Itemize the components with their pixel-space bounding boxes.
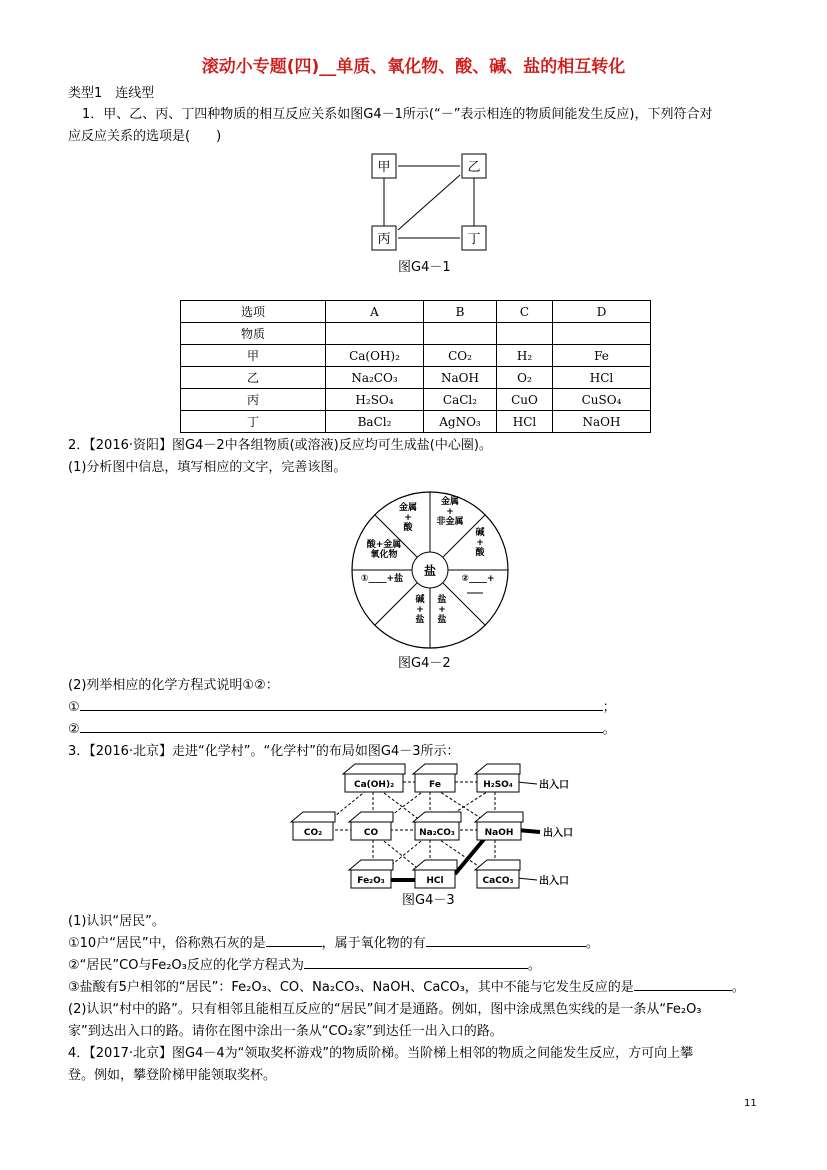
figure-g4-1 [360, 148, 500, 254]
svg-text:+: + [438, 605, 446, 615]
q4-line2: 登。例如，攀登阶梯甲能领取奖杯。 [68, 1068, 277, 1083]
q2-line2: (1)分析图中信息，填写相应的文字，完善该图。 [68, 460, 347, 475]
q3-p6: 家”到达出入口的路。请你在图中涂出一条从“CO₂家”到达任一出入口的路。 [68, 1024, 503, 1039]
svg-text:非金属: 非金属 [436, 517, 464, 527]
node-bing: 丙 [377, 232, 391, 247]
node-yi: 乙 [467, 160, 481, 175]
table-subheader: 物质 [181, 323, 326, 345]
table-row: 丁 BaCl₂ AgNO₃ HCl NaOH [181, 411, 651, 433]
svg-text:金属: 金属 [398, 503, 418, 513]
table-header-b: B [424, 301, 497, 323]
figure-g4-2 [350, 490, 510, 650]
svg-text:+: + [446, 507, 454, 517]
node-ding: 丁 [467, 232, 481, 247]
house-caco3: CaCO₃ [482, 876, 514, 886]
svg-text:②____+: ②____+ [461, 574, 495, 584]
svg-text:氧化物: 氧化物 [370, 550, 398, 560]
q1-line2: 应反应关系的选项是( ) [68, 129, 222, 144]
caption-g4-2: 图G4－2 [398, 656, 451, 671]
svg-text:+: + [416, 605, 424, 615]
q3-p3: ②“居民”CO与Fe₂O₃反应的化学方程式为 。 [68, 958, 541, 973]
figure-g4-3 [285, 762, 585, 892]
svg-text:盐: 盐 [415, 615, 425, 625]
house-hcl: HCl [426, 876, 444, 886]
q2-answer-1: ① ； [68, 700, 616, 715]
svg-text:盐: 盐 [437, 615, 447, 625]
house-co: CO [363, 828, 379, 838]
section-type1: 类型1 连线型 [68, 86, 155, 101]
svg-text:碱: 碱 [475, 528, 485, 538]
q4-line1: 4．【2017·北京】图G4－4为“领取奖杯游戏”的物质阶梯。当阶梯上相邻的物质之间能发生反应，方可向上攀 [68, 1046, 694, 1061]
house-naoh: NaOH [484, 828, 514, 838]
options-table [180, 300, 651, 433]
q2-line3: (2)列举相应的化学方程式说明①②： [68, 678, 279, 693]
svg-text:盐: 盐 [437, 595, 447, 605]
exit-label-2: 出入口 [543, 828, 573, 839]
q3-p5: (2)认识“村中的路”。只有相邻且能相互反应的“居民”间才是通路。例如，图中涂成黑色实线的是一条从“Fe₂O₃ [68, 1002, 702, 1017]
q2-line1: 2．【2016·资阳】图G4－2中各组物质(或溶液)反应均可生成盐(中心圈)。 [68, 438, 492, 453]
q3-p2: ①10户“居民”中，俗称熟石灰的是 ，属于氧化物的有 。 [68, 936, 599, 951]
table-header-d: D [553, 301, 651, 323]
q1-line1: 1．甲、乙、丙、丁四种物质的相互反应关系如图G4－1所示(“－”表示相连的物质间能发生反应)，下列符合对 [82, 107, 713, 122]
svg-text:+: + [404, 513, 412, 523]
table-row: 乙 Na₂CO₃ NaOH O₂ HCl [181, 367, 651, 389]
svg-text:+: + [476, 538, 484, 548]
table-row: 丙 H₂SO₄ CaCl₂ CuO CuSO₄ [181, 389, 651, 411]
svg-text:酸: 酸 [475, 548, 485, 558]
table-header-option: 选项 [181, 301, 326, 323]
q2-answer-2: ② 。 [68, 722, 616, 737]
caption-g4-1: 图G4－1 [398, 260, 451, 275]
caption-g4-3: 图G4－3 [402, 893, 455, 908]
svg-text:碱: 碱 [415, 595, 425, 605]
q3-p1: (1)认识“居民”。 [68, 914, 165, 929]
house-h2so4: H₂SO₄ [483, 780, 513, 790]
q3-p4: ③盐酸有5户相邻的“居民”：Fe₂O₃、CO、Na₂CO₃、NaOH、CaCO₃，其中不能与它发生反应的是 。 [68, 980, 745, 995]
table-row: 甲 Ca(OH)₂ CO₂ H₂ Fe [181, 345, 651, 367]
page-title: 滚动小专题(四)__单质、氧化物、酸、碱、盐的相互转化 [201, 57, 626, 77]
house-na2co3: Na₂CO₃ [419, 828, 455, 838]
house-fe2o3: Fe₂O₃ [357, 876, 385, 886]
table-header-c: C [497, 301, 553, 323]
svg-text:①____+盐: ①____+盐 [360, 574, 404, 584]
node-jia: 甲 [377, 160, 391, 175]
page-number: 11 [744, 1098, 757, 1109]
svg-text:酸+金属: 酸+金属 [366, 540, 402, 550]
center-salt: 盐 [423, 564, 437, 578]
exit-label-1: 出入口 [539, 780, 569, 791]
house-caoh2: Ca(OH)₂ [353, 780, 395, 790]
exit-label-3: 出入口 [539, 876, 569, 887]
q3-line1: 3．【2016·北京】走进“化学村”。“化学村”的布局如图G4－3所示： [68, 744, 460, 759]
svg-text:金属: 金属 [440, 497, 460, 507]
house-co2: CO₂ [303, 828, 323, 838]
table-header-a: A [326, 301, 424, 323]
house-fe: Fe [429, 780, 441, 790]
svg-text:酸: 酸 [403, 523, 413, 533]
